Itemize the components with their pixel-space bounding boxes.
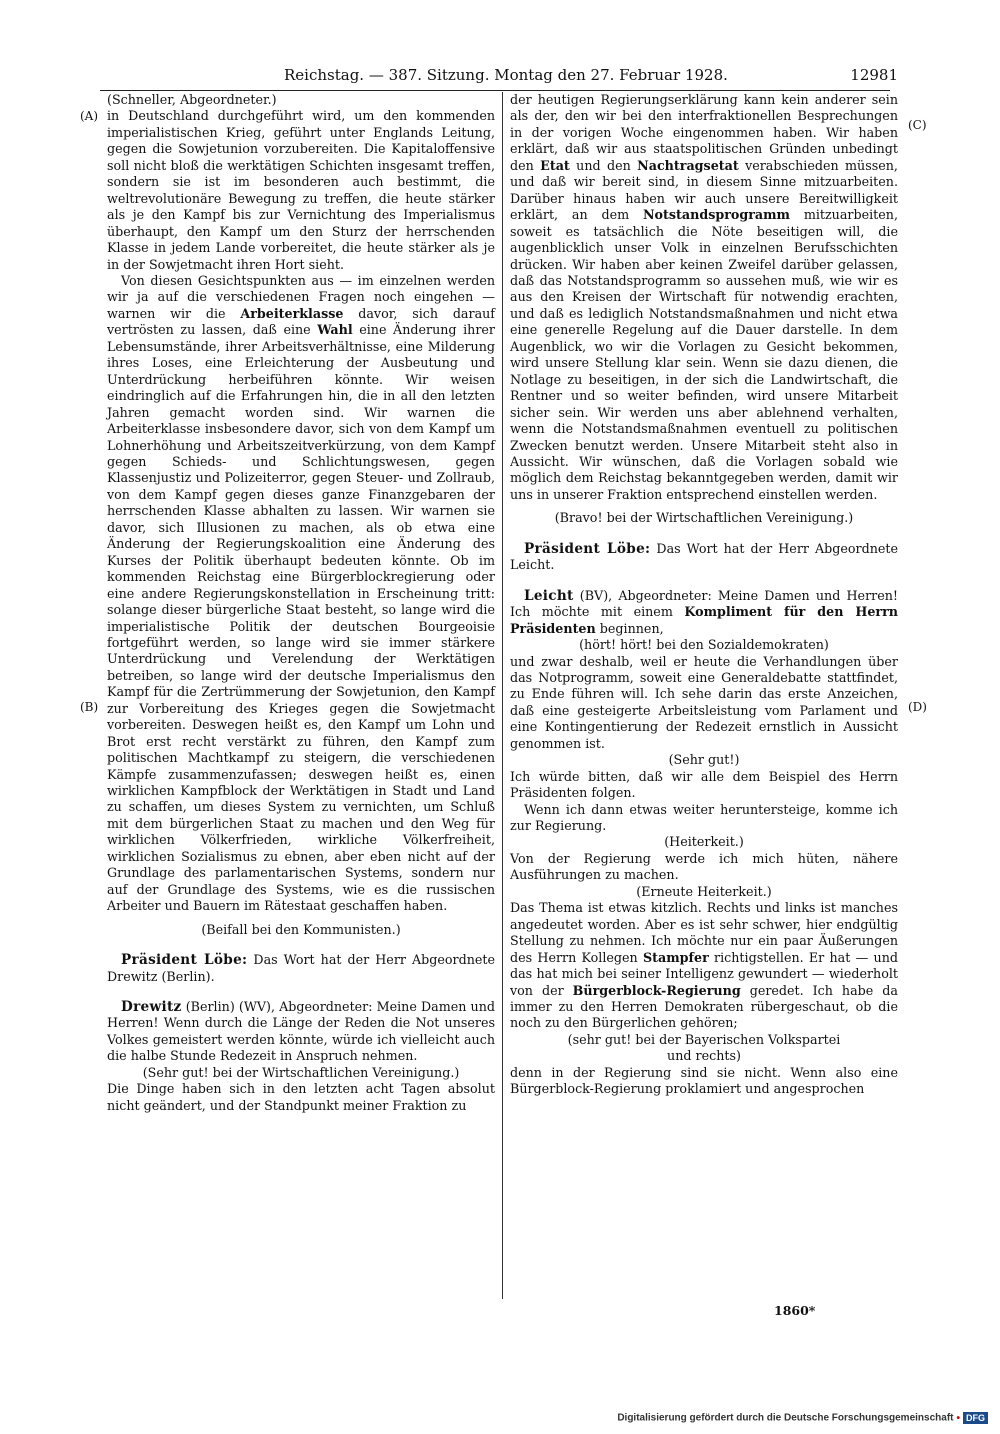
left-column <box>107 92 495 1114</box>
footer-separator: • <box>956 1412 960 1424</box>
paragraph: Wenn ich dann etwas weiter heruntersteige, komme ich zur Regierung. <box>510 801 898 834</box>
paragraph: und zwar deshalb, weil er heute die Verhandlungen über das Notprogramm, soweit eine Generaldebatte stattfindet, zu Ende führen will. Ich sehe darin das erste Anzeichen, daß eine gesteigerte Arbeitsleistung vom Parlament und eine Kontingentierung der Redezeit ernstlich in Aussicht genommen ist. <box>510 653 898 751</box>
interjection: (Erneute Heiterkeit.) <box>636 883 772 899</box>
speaker-paragraph: Präsident Löbe: Das Wort hat der Herr Abgeordnete Leicht. <box>510 540 898 573</box>
emphasis: Bürgerblock-Regierung <box>572 982 741 998</box>
margin-marker-c: (C) <box>908 118 927 132</box>
interjection: (Beifall bei den Kommunisten.) <box>201 921 401 937</box>
page-number: 12981 <box>850 66 898 84</box>
emphasis: Etat <box>540 157 570 173</box>
footer-text: Digitalisierung gefördert durch die Deutsche Forschungsgemeinschaft <box>617 1412 954 1424</box>
paragraph: Von diesen Gesichtspunkten aus — im einzelnen werden wir ja auf die verschiedenen Fragen noch eingehen — warnen wir die Arbeiterklasse davor, sich darauf vertrösten zu lassen, daß eine Wahl eine Änderung ihrer Lebensumstände, ihrer Arbeitsverhältnisse, eine Milderung ihres Loses, eine Erleichterung der Ausbeutung und Unterdrückung herbeiführen könnte. Wir weisen eindringlich auf die Erfahrungen hin, die in all den letzten Jahren gemacht worden sind. Wir warnen die Arbeiterklasse insbesondere davor, sich von dem Kampf um Lohnerhöhung und Arbeitszeitverkürzung, von dem Kampf gegen Schieds- und Schlichtungswesen, gegen Klassenjustiz und Polizeiterror, gegen Steuer- und Zollraub, von dem Kampf gegen dieses ganze Finanzgebaren der herrschenden Klasse abhalten zu lassen. Wir warnen sie davor, sich Illusionen zu machen, als ob etwa eine Änderung der Regierungskoalition eine Änderung des Kurses der Politik überhaupt bedeuten könnte. Ob im kommenden Reichstag eine Bürgerblockregierung oder eine andere Regierungskonstellation in Erscheinung tritt: solange dieser bürgerliche Staat besteht, so lange wird die imperialistische Politik der deutschen Bourgeoisie fortgeführt werden, so lange wird sie immer stärkere Unterdrückung und Verelendung der Werktätigen betreiben, so lange wird der deutsche Imperialismus den Kampf für die Zertrümmerung der Sowjetunion, den Kampf zur Vorbereitung des Krieges gegen die Sowjetmacht vorbereiten. Deswegen heißt es, den Kampf um Lohn und Brot erst recht verstärkt zu führen, den Kampf zum politischen Machtkampf zu steigern, die verschiedenen Kämpfe zusammenzufassen; deswegen heißt es, einen wirklichen Kampfblock der Werktätigen in Stadt und Land zu schaffen, um dieses System zu vernichten, um Schluß mit dem bürgerlichen Staat zu machen und den Weg für wirklichen Völkerfrieden, wirkliche Völkerfreiheit, wirklichen Sozialismus zu ebnen, aber eben nicht auf der Grundlage des parlamentarischen Systems, sondern nur auf der Grundlage des Systems, wie es die russischen Arbeiter und Bauern im Rätestaat geschaffen haben. <box>107 272 495 914</box>
emphasis: Kompliment für den Herrn Präsidenten <box>510 604 898 636</box>
column-divider <box>502 92 503 1299</box>
interjection: (Bravo! bei der Wirtschaftlichen Vereinigung.) <box>554 510 854 526</box>
interjection: (hört! hört! bei den Sozialdemokraten) <box>579 637 829 653</box>
interjection: (sehr gut! bei der Bayerischen Volkspartei <box>567 1031 841 1047</box>
margin-marker-d: (D) <box>908 700 927 714</box>
margin-marker-a: (A) <box>80 109 99 123</box>
speaker-continuation: (Schneller, Abgeordneter.) <box>107 92 277 107</box>
paragraph: Ich würde bitten, daß wir alle dem Beispiel des Herrn Präsidenten folgen. <box>510 768 898 801</box>
speaker-name: Drewitz <box>121 999 182 1016</box>
footer <box>617 1412 988 1424</box>
paragraph: Von der Regierung werde ich mich hüten, nähere Ausführungen zu machen. <box>510 850 898 883</box>
emphasis: Nachtragsetat <box>637 157 739 173</box>
paragraph: Die Dinge haben sich in den letzten acht Tagen absolut nicht geändert, und der Standpunkt meiner Fraktion zu <box>107 1081 495 1113</box>
header-title: Reichstag. — 387. Sitzung. Montag den 27. Februar 1928. <box>284 66 728 84</box>
speaker-paragraph: Drewitz (Berlin) (WV), Abgeordneter: Meine Damen und Herren! Wenn durch die Länge der Reden die Not unseres Volkes gemeistert werden könnte, würde ich vielleicht auch die halbe Stunde Redezeit in Anspruch nehmen. <box>107 999 495 1064</box>
dfg-logo: DFG <box>963 1412 988 1424</box>
emphasis: Wahl <box>317 322 353 338</box>
speaker-name: Präsident Löbe: <box>524 540 651 557</box>
interjection: (Sehr gut!) <box>668 752 740 768</box>
interjection: (Heiterkeit.) <box>664 834 744 850</box>
margin-marker-b: (B) <box>80 700 99 714</box>
emphasis: Arbeiterklasse <box>240 305 344 321</box>
speaker-name: Präsident Löbe: <box>121 952 248 969</box>
interjection: (Sehr gut! bei der Wirtschaftlichen Vereinigung.) <box>142 1064 460 1080</box>
paragraph: denn in der Regierung sind sie nicht. Wenn also eine Bürgerblock-Regierung proklamiert und angesprochen <box>510 1064 898 1097</box>
speaker-name: Leicht <box>524 587 574 604</box>
paragraph: der heutigen Regierungserklärung kann kein anderer sein als der, den wir bei den interfraktionellen Besprechungen in der vorigen Woche eingenommen haben. Wir haben erklärt, daß wir aus staatspolitischen Gründen unbedingt den Etat und den Nachtragsetat verabschieden müssen, und daß wir bereit sind, in diesem Sinne mitzuarbeiten. Darüber hinaus haben wir auch unsere Bereitwilligkeit erklärt, an dem Notstandsprogramm mitzuarbeiten, soweit es tatsächlich die Nöte beseitigen will, die augenblicklich unser Volk in einzelnen Berufsschichten drücken. Wir haben aber keinen Zweifel darüber gelassen, daß das Notstandsprogramm so aussehen muß, wie wir es aus den Kreisen der Wirtschaft für notwendig erachten, und daß es lediglich Notstandsmaßnahmen und nicht etwa eine generelle Regelung auf die Dauer darstelle. In dem Augenblick, wo wir die Vorlagen zu Gesicht bekommen, wird unsere Stellung klar sein. Wenn sie dazu dienen, die Notlage zu beseitigen, in der sich die Landwirtschaft, die Rentner und so weiter befinden, wird unsere Mitarbeit sicher sein. Wir werden uns aber ablehnend verhalten, wenn die Notstandsmaßnahmen eventuell zu politischen Zwecken benutzt werden. Unsere Mitarbeit steht also in Aussicht. Wir wünschen, daß die Vorlagen sobald wie möglich dem Reichstag bekanntgegeben werden, damit wir uns in unserer Fraktion entsprechend einstellen werden. <box>510 92 898 502</box>
page-header <box>100 66 898 91</box>
interjection: und rechts) <box>667 1048 741 1064</box>
emphasis: Notstandsprogramm <box>642 207 790 223</box>
paragraph: in Deutschland durchgeführt wird, um den kommenden imperialistischen Krieg, geführt unter Englands Leitung, gegen die Sowjetunion vorzubereiten. Die Kapitaloffensive soll nicht bloß die werktätigen Schichten insgesamt treffen, sondern sie ist im besonderen auch bestimmt, die weltrevolutionäre Bewegung zu treffen, die heute stärker als je den Kampf bis zur Vernichtung des Imperialismus überhaupt, den Kampf um den Sturz der herrschenden Klasse in jedem Lande vorbereitet, die heute stärker als je in der Sowjetmacht ihren Hort sieht. <box>107 108 495 272</box>
right-column <box>510 92 898 1098</box>
emphasis: Stampfer <box>643 949 709 965</box>
paragraph: Das Thema ist etwas kitzlich. Rechts und links ist manches angedeutet worden. Aber es ist sehr schwer, hier endgültig Stellung zu nehmen. Ich möchte nur ein paar Äußerungen des Herrn Kollegen Stampfer richtigstellen. Er hat — und das hat mich bei seiner Intelligenz gewundert — wiederholt von der Bürgerblock-Regierung geredet. Ich habe da immer zu den Herren Demokraten rübergeschaut, ob die noch zu den Bürgerlichen gehören; <box>510 900 898 1031</box>
printer-signature: 1860* <box>774 1303 816 1318</box>
speaker-paragraph: Präsident Löbe: Das Wort hat der Herr Abgeordnete Drewitz (Berlin). <box>107 952 495 984</box>
speaker-paragraph: Leicht (BV), Abgeordneter: Meine Damen und Herren! Ich möchte mit einem Kompliment für den Herrn Präsidenten beginnen, <box>510 587 898 636</box>
